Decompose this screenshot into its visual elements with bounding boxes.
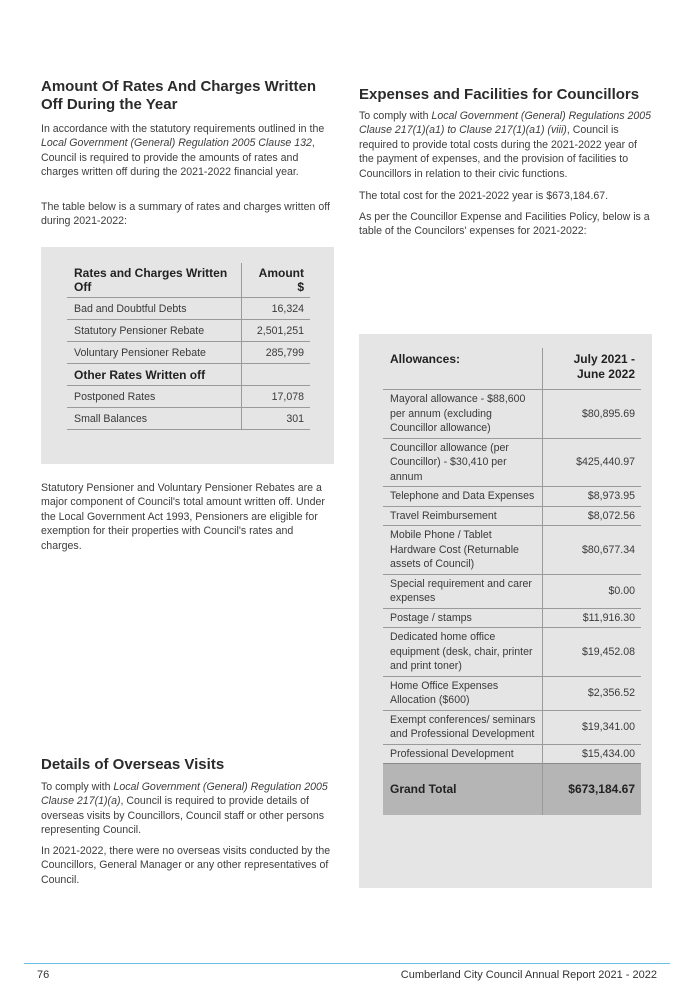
row-amount: $8,973.95 xyxy=(542,487,641,507)
footer-report-title: Cumberland City Council Annual Report 2021 - 2022 xyxy=(400,969,657,981)
row-label: Dedicated home office equipment (desk, chair, printer and print toner) xyxy=(383,628,542,677)
row-amount-empty xyxy=(242,364,310,386)
row-amount: $19,452.08 xyxy=(542,628,641,677)
row-label: Bad and Doubtful Debts xyxy=(67,298,242,320)
grand-total-label: Grand Total xyxy=(383,764,542,815)
overseas-visits-paragraph: To comply with Local Government (General) Regulation 2005 Clause 217(1)(a), Council is required to provide details of overseas visits by Councillors, Council staff or other persons representing Council. xyxy=(41,781,328,837)
table-row xyxy=(383,744,641,764)
rates-table-header-amount: Amount $ xyxy=(242,263,310,298)
row-amount: $8,072.56 xyxy=(542,506,641,526)
table-subheading-row xyxy=(67,364,310,386)
pensioner-rebates-paragraph: Statutory Pensioner and Voluntary Pensioner Rebates are a major component of Council's total amount written off. Under the Local Government Act 1993, Pensioners are eligible for exemption for their properties with Council's rates and charges. xyxy=(41,482,325,552)
table-row xyxy=(383,608,641,628)
row-amount: 285,799 xyxy=(242,342,310,364)
row-label: Mobile Phone / Tablet Hardware Cost (Returnable assets of Council) xyxy=(383,526,542,575)
row-amount: $80,895.69 xyxy=(542,390,641,439)
rates-table-header-label: Rates and Charges Written Off xyxy=(74,266,228,294)
grand-total-amount: $673,184.67 xyxy=(542,764,641,815)
row-amount: $2,356.52 xyxy=(542,676,641,710)
table-row xyxy=(67,298,310,320)
table-row xyxy=(67,386,310,408)
row-label: Voluntary Pensioner Rebate xyxy=(67,342,242,364)
row-label: Special requirement and carer expenses xyxy=(383,574,542,608)
expenses-total-paragraph: The total cost for the 2021-2022 year is $673,184.67. xyxy=(359,190,609,202)
expenses-policy-paragraph: As per the Councillor Expense and Facilities Policy, below is a table of the Councilors' expenses for 2021-2022: xyxy=(359,211,650,238)
row-amount: $0.00 xyxy=(542,574,641,608)
table-row xyxy=(67,408,310,430)
table-row xyxy=(67,320,310,342)
table-row xyxy=(383,574,641,608)
rates-written-off-heading: Amount Of Rates And Charges Written Off During the Year xyxy=(41,78,317,113)
footer-divider xyxy=(24,963,670,964)
row-label: Professional Development xyxy=(383,744,542,764)
table-row xyxy=(383,506,641,526)
row-label: Telephone and Data Expenses xyxy=(383,487,542,507)
row-label: Home Office Expenses Allocation ($600) xyxy=(383,676,542,710)
row-label: Postponed Rates xyxy=(67,386,242,408)
expenses-table-panel xyxy=(359,334,652,888)
table-row xyxy=(383,487,641,507)
row-amount: 2,501,251 xyxy=(242,320,310,342)
rates-written-off-table xyxy=(67,263,310,430)
row-amount: $15,434.00 xyxy=(542,744,641,764)
overseas-visits-result-paragraph: In 2021-2022, there were no overseas visits conducted by the Councillors, General Manager or any other representatives of Council. xyxy=(41,845,331,886)
row-amount: $80,677.34 xyxy=(542,526,641,575)
overseas-visits-heading: Details of Overseas Visits xyxy=(41,756,225,773)
row-label: Exempt conferences/ seminars and Professional Development xyxy=(383,710,542,744)
row-amount: $19,341.00 xyxy=(542,710,641,744)
table-row xyxy=(67,342,310,364)
row-amount: $11,916.30 xyxy=(542,608,641,628)
row-label: Councillor allowance (per Councillor) - $30,410 per annum xyxy=(383,438,542,487)
expenses-table-header-label: Allowances: xyxy=(390,352,461,366)
expenses-compliance-paragraph: To comply with Local Government (General) Regulations 2005 Clause 217(1)(a1) to Clause 217(1)(a1) (viii), Council is required to provide total costs during the 2021-2022 year of the payment of expenses, and the provision of facilities to Councillors in relation to their civic functions. xyxy=(359,110,652,180)
table-row xyxy=(383,710,641,744)
row-amount: 17,078 xyxy=(242,386,310,408)
table-row xyxy=(383,676,641,710)
row-label: Small Balances xyxy=(67,408,242,430)
rates-table-panel xyxy=(41,247,334,464)
councillor-expenses-heading: Expenses and Facilities for Councillors xyxy=(359,86,640,103)
table-row xyxy=(383,438,641,487)
councillor-expenses-table xyxy=(383,348,641,815)
table-row xyxy=(383,526,641,575)
row-amount: 16,324 xyxy=(242,298,310,320)
row-label: Statutory Pensioner Rebate xyxy=(67,320,242,342)
rates-summary-paragraph: The table below is a summary of rates and charges written off during 2021-2022: xyxy=(41,201,330,228)
row-label: Travel Reimbursement xyxy=(383,506,542,526)
row-amount: $425,440.97 xyxy=(542,438,641,487)
rates-intro-paragraph: In accordance with the statutory requirements outlined in the Local Government (General) Regulation 2005 Clause 132, Council is required to provide the amounts of rates and charges written off during the 2021-2022 financial year. xyxy=(41,123,325,179)
table-row xyxy=(383,390,641,439)
table-row xyxy=(383,628,641,677)
expenses-table-header-period: July 2021 - June 2022 xyxy=(542,348,641,390)
other-rates-subheading: Other Rates Written off xyxy=(67,364,242,386)
grand-total-row xyxy=(383,764,641,815)
row-amount: 301 xyxy=(242,408,310,430)
row-label: Postage / stamps xyxy=(383,608,542,628)
page-number: 76 xyxy=(37,969,50,981)
row-label: Mayoral allowance - $88,600 per annum (excluding Councillor allowance) xyxy=(383,390,542,439)
